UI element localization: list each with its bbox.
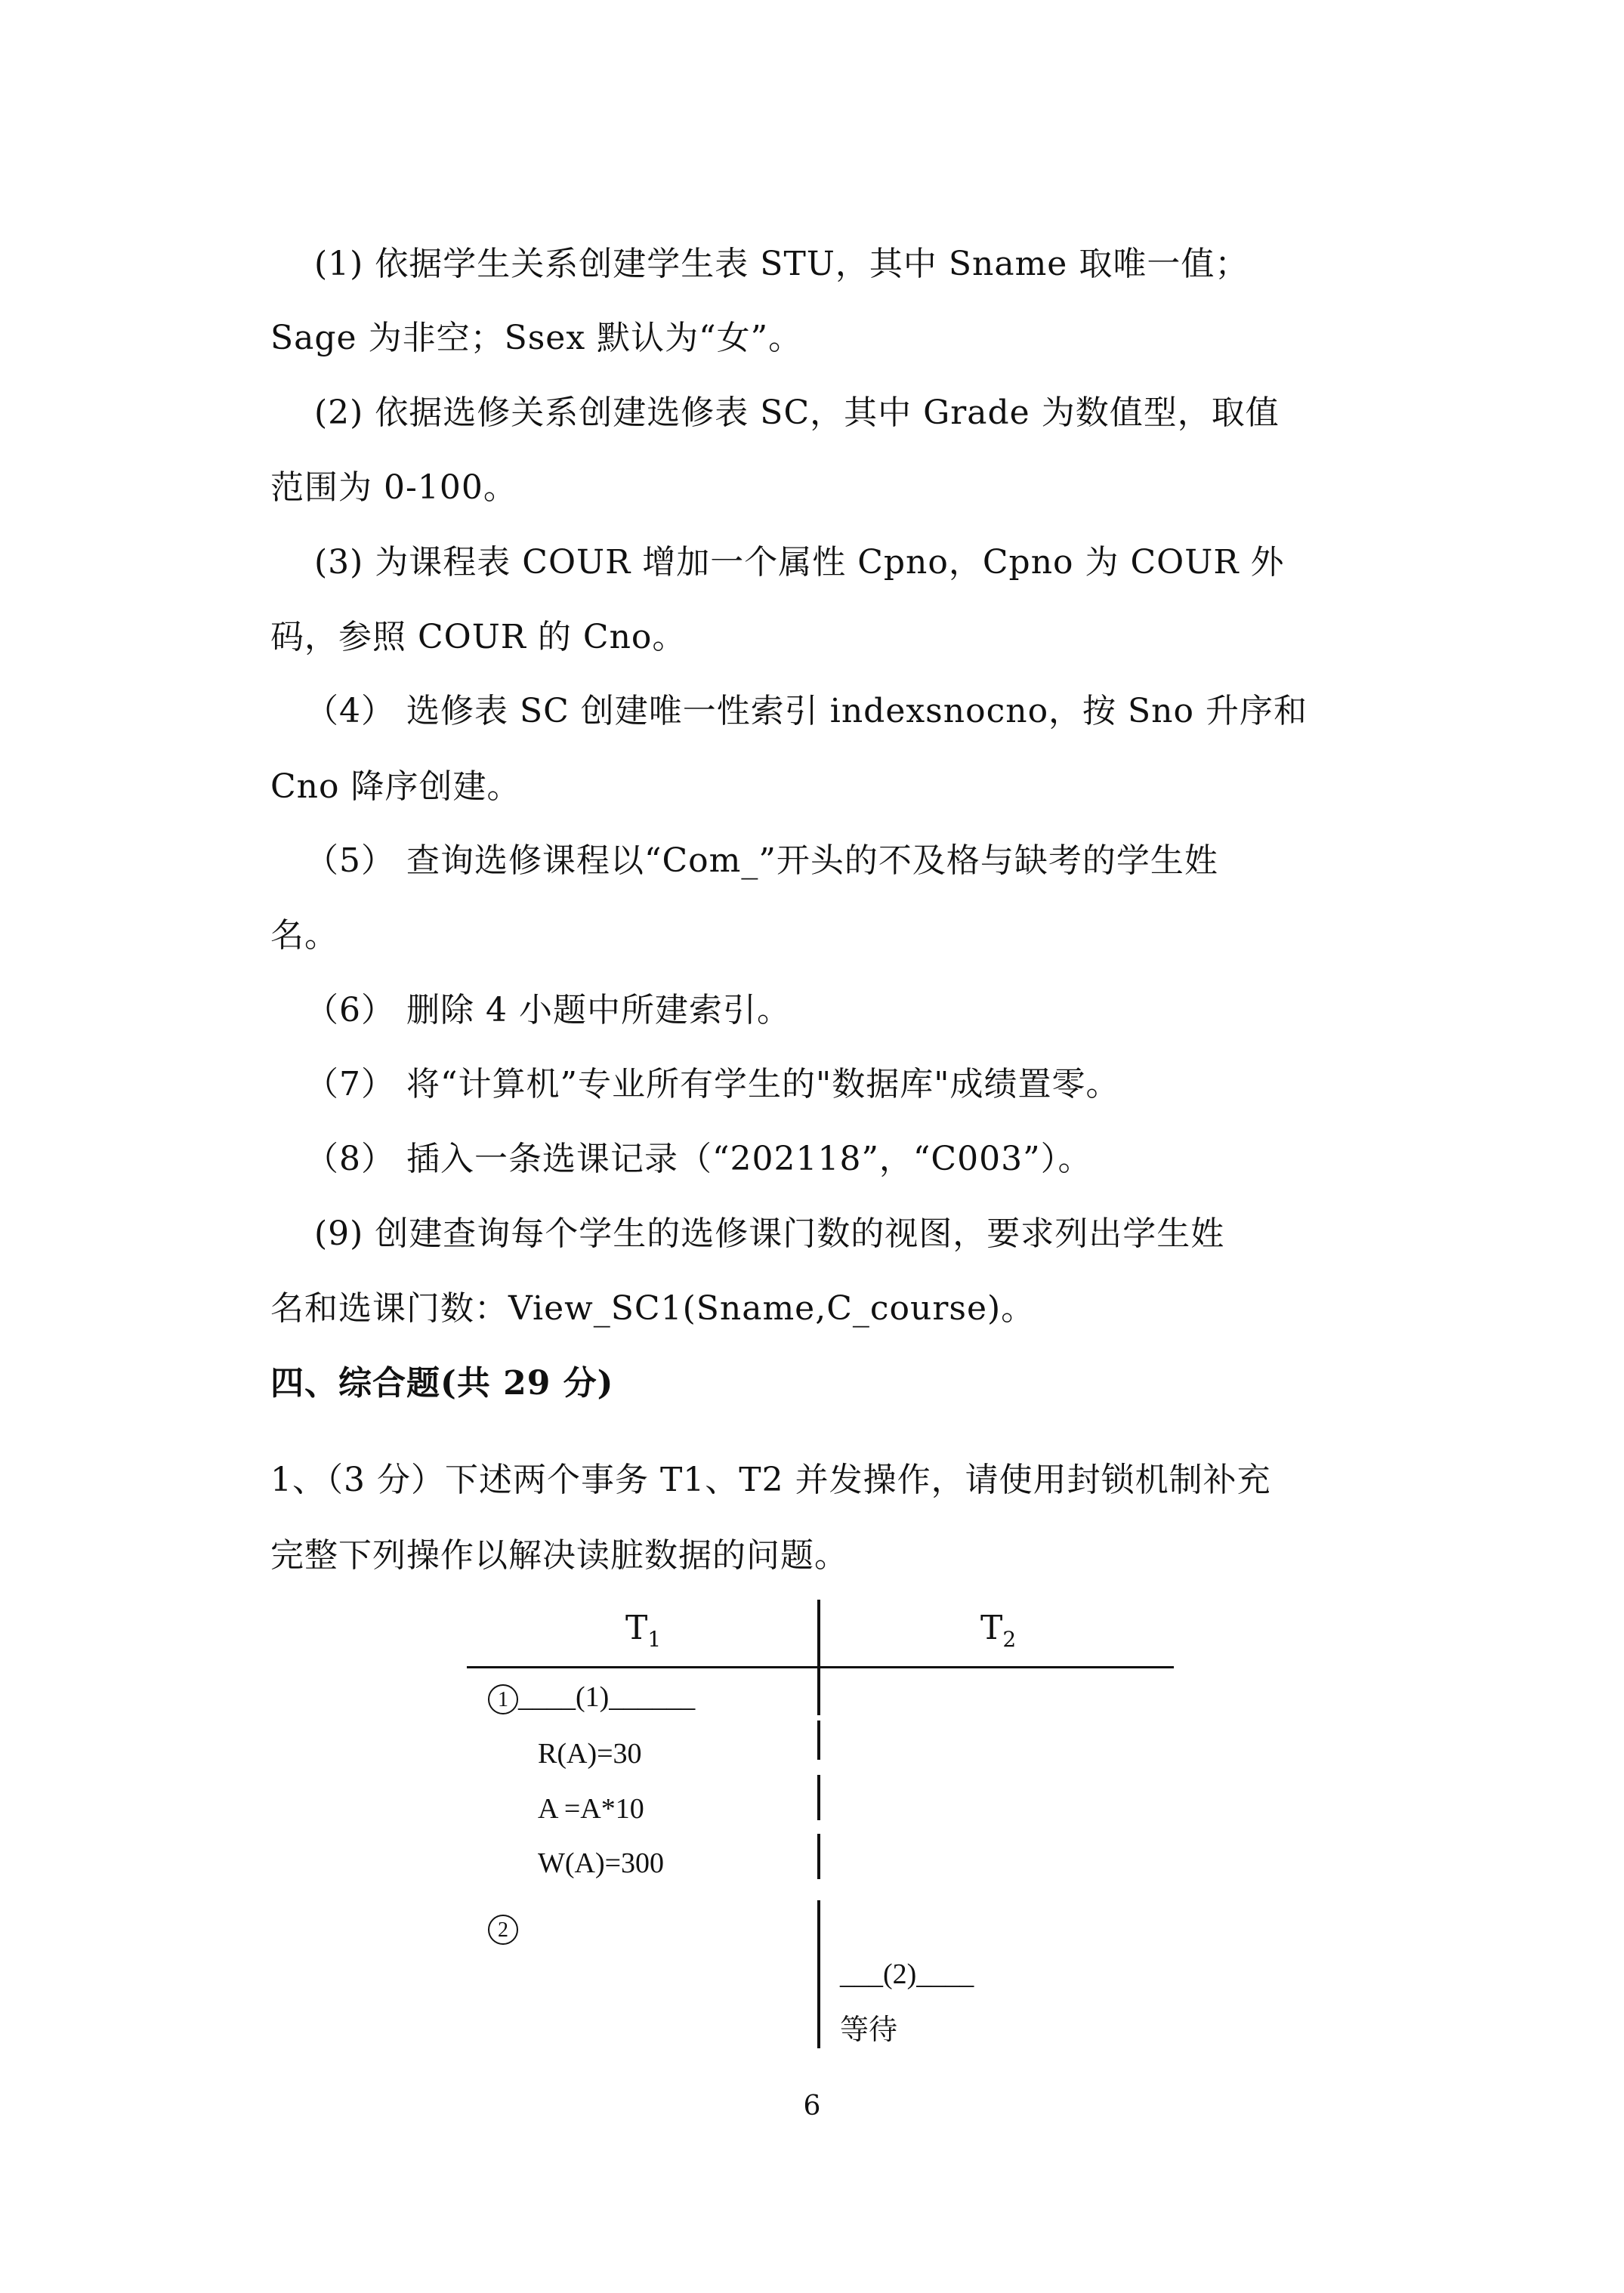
q2-line2: 范围为 0-100。: [270, 468, 517, 507]
blank-2: ___(2)____: [840, 1958, 974, 1990]
table-divider-4: [817, 1834, 820, 1879]
page-number: 6: [803, 2091, 821, 2122]
blank-1: ____(1)______: [518, 1681, 696, 1713]
q5-line1: （5） 查询选修课程以“Com_”开头的不及格与缺考的学生姓: [305, 841, 1218, 880]
q4-line2: Cno 降序创建。: [270, 767, 521, 806]
table-divider-2: [817, 1721, 820, 1760]
t1-op-compute: A =A*10: [538, 1793, 644, 1825]
q8-line: （8） 插入一条选课记录（“202118”，“C003”）。: [305, 1140, 1092, 1178]
q5-line2: 名。: [270, 916, 338, 955]
q9-line2: 名和选课门数：View_SC1(Sname,C_course)。: [270, 1289, 1036, 1328]
section-title: 四、综合题(共 29 分): [270, 1364, 614, 1403]
q4-line1: （4） 选修表 SC 创建唯一性索引 indexsnocno，按 Sno 升序和: [305, 692, 1308, 730]
q1-line2: Sage 为非空；Ssex 默认为“女”。: [270, 319, 803, 357]
problem1-line1: 1、（3 分）下述两个事务 T1、T2 并发操作，请使用封锁机制补充: [270, 1461, 1271, 1499]
t1-op-write: W(A)=300: [538, 1847, 665, 1879]
t2-header: $T_2$: [980, 1609, 1017, 1652]
t1-header: $T_1$: [625, 1609, 662, 1652]
q1-line1: (1) 依据学生关系创建学生表 STU，其中 Sname 取唯一值；: [314, 245, 1249, 283]
t1-op-read: R(A)=30: [538, 1738, 642, 1770]
q7-line: （7） 将“计算机”专业所有学生的"数据库"成绩置零。: [305, 1065, 1120, 1103]
circle-1-icon: 1: [488, 1684, 518, 1714]
q3-line2: 码，参照 COUR 的 Cno。: [270, 618, 687, 656]
q6-line: （6） 删除 4 小题中所建索引。: [305, 991, 791, 1029]
circle-2-icon: 2: [488, 1915, 518, 1945]
table-divider-1: [817, 1600, 820, 1715]
table-divider-3: [817, 1775, 820, 1820]
q9-line1: (9) 创建查询每个学生的选修课门数的视图，要求列出学生姓: [314, 1214, 1225, 1253]
problem1-line2: 完整下列操作以解决读脏数据的问题。: [270, 1536, 848, 1575]
t1-step1: [488, 1680, 695, 1714]
t2-wait: 等待: [840, 2013, 898, 2046]
table-header-rule: [467, 1666, 1174, 1668]
t1-step2: [488, 1911, 518, 1945]
table-divider-5: [817, 1900, 820, 2048]
q2-line1: (2) 依据选修关系创建选修表 SC，其中 Grade 为数值型，取值: [314, 393, 1280, 432]
q3-line1: (3) 为课程表 COUR 增加一个属性 Cpno，Cpno 为 COUR 外: [314, 543, 1285, 582]
